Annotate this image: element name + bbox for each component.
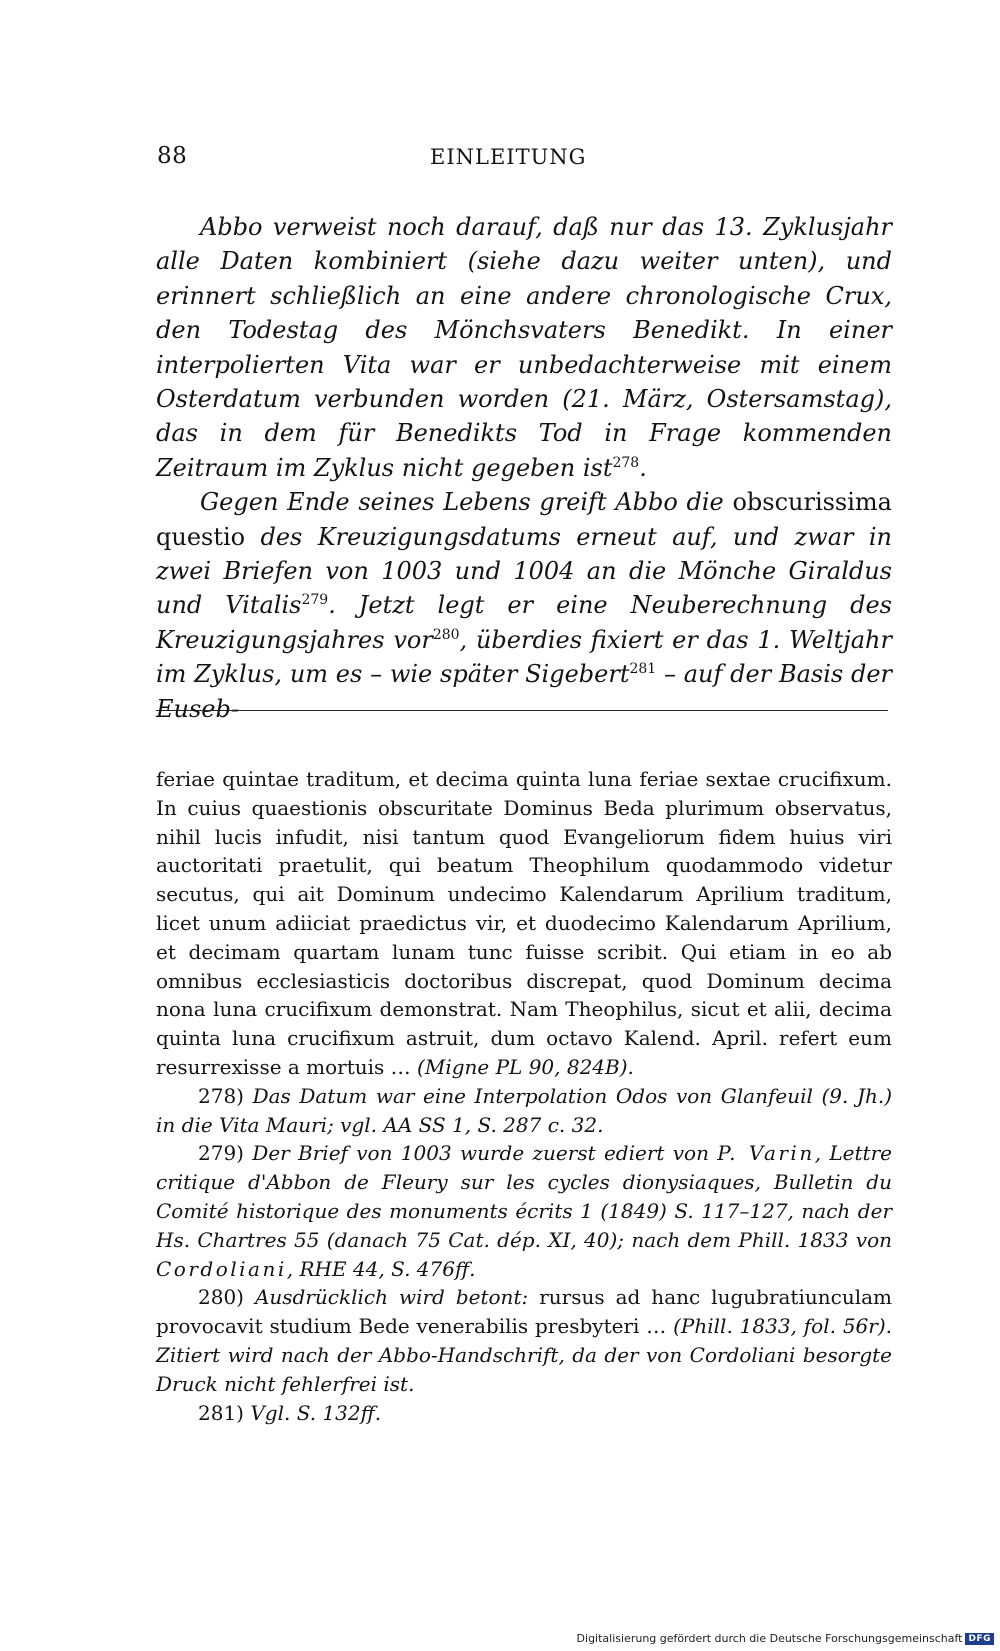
main-text — [156, 210, 892, 726]
paragraph-1 — [156, 210, 892, 485]
footnote-text: Ausdrücklich wird betont: — [243, 1285, 529, 1310]
latin-quote: rursus ad hanc lugubratiunculam provocavit studium Bede venerabilis presbyteri … — [156, 1285, 892, 1339]
footnote-ref-280[interactable]: 280 — [432, 626, 460, 643]
latin-quote-continuation: feriae quintae traditum, et decima quinta luna feriae sextae crucifixum. In cuius quaestionis obscuritate Dominus Beda plurimum observatus, nihil lucis infudit, nisi tantum quod Evangeliorum fidem huius viri auctoritati praetulit, qui beatum Theophilum quodammodo videtur secutus, qui ait Dominum undecimo Kalendarum Aprilium traditum, licet unum adiiciat praedictus vir, et duodecimo Kalendarum Aprilium, et decimam quartam lunam tunc fuisse scribit. Qui etiam in eo ab omnibus ecclesiasticis doctoribus discrepat, quod Dominum decima nona luna crucifixum demonstrat. Nam Theophilus, sicut et alii, decima quinta luna crucifixum astruit, dum octavo Kalend. April. refert eum resurrexisse a mortuis … — [156, 767, 892, 1079]
footnote-text: , RHE 44, S. 476ff. — [286, 1256, 476, 1281]
paragraph-2-text-d: . Jetzt legt er eine Neuberechnung des Kreuzigungsjahres vor — [156, 591, 892, 654]
paragraph-2-text-c: des Kreuzigungsdatums erneut auf, und zwar in zwei Briefen von 1003 und 1004 an die Mönche Giraldus und Vitalis — [156, 522, 892, 620]
footnote-number: 278) — [198, 1083, 244, 1108]
page-number: 88 — [157, 143, 188, 169]
digitization-credit — [577, 1632, 994, 1645]
footnote-number: 280) — [198, 1285, 244, 1310]
footnote-281 — [156, 1399, 892, 1428]
footnote-278 — [156, 1082, 892, 1140]
footnote-text: Vgl. S. 132ff. — [243, 1400, 382, 1425]
paragraph-2-text-e: , überdies fixiert er das 1. Weltjahr im Zyklus, um es – wie später Sigebert — [156, 625, 892, 689]
dfg-logo: DFG — [965, 1633, 994, 1645]
paragraph-2-text-a: Gegen Ende seines Lebens greift Abbo die — [200, 488, 724, 517]
paragraph-1-end: . — [639, 453, 647, 482]
footnote-text: Der Brief von 1003 wurde zuerst ediert von — [243, 1141, 718, 1166]
footnote-text: Das Datum war eine Interpolation Odos von Glanfeuil (9. Jh.) in die Vita Mauri; vgl. AA SS 1, S. 287 c. 32. — [156, 1083, 892, 1137]
footnote-number: 281) — [198, 1400, 244, 1425]
footnote-continuation — [156, 765, 892, 1082]
footnote-divider — [156, 710, 888, 711]
citation-migne: (Migne PL 90, 824B). — [410, 1054, 634, 1079]
footnote-text: (Phill. 1833, fol. 56r). Zitiert wird nach der Abbo-Handschrift, da der von Cordoliani besorgte Druck nicht fehlerfrei ist. — [156, 1314, 892, 1396]
paragraph-1-text: Abbo verweist noch darauf, daß nur das 13. Zyklusjahr alle Daten kombiniert (siehe dazu weiter unten), und erinnert schließlich an eine andere chronologische Crux, den Todestag des Mönchsvaters Benedikt. In einer interpolierten Vita war er unbedachterweise mit einem Osterdatum verbunden worden (21. März, Ostersamstag), das in dem für Benedikts Tod in Frage kommenden Zeitraum im Zyklus nicht gegeben ist — [156, 213, 892, 482]
footnote-279 — [156, 1139, 892, 1283]
paragraph-2 — [156, 485, 892, 726]
footnote-number: 279) — [198, 1141, 244, 1166]
latin-quote: obscurissima questio — [156, 488, 892, 551]
author-name: P. Varin — [717, 1141, 815, 1166]
footnote-text: , Lettre critique d'Abbon de Fleury sur les cycles dionysiaques, Bulletin du Comité historique des monuments écrits 1 (1849) S. 117–127, nach der Hs. Chartres 55 (danach 75 Cat. dép. XI, 40); nach dem Phill. 1833 von — [156, 1141, 892, 1252]
footnote-ref-281[interactable]: 281 — [629, 661, 657, 678]
paragraph-2-text-f: – auf der Basis der Euseb- — [156, 660, 892, 723]
credit-text: Digitalisierung gefördert durch die Deutsche Forschungsgemeinschaft — [576, 1632, 963, 1645]
author-name: Cordoliani — [156, 1256, 287, 1281]
footnote-280 — [156, 1283, 892, 1398]
footnote-ref-278[interactable]: 278 — [612, 454, 640, 471]
footnote-ref-279[interactable]: 279 — [301, 592, 329, 609]
footnotes — [156, 765, 892, 1427]
running-head: EINLEITUNG — [430, 145, 587, 169]
